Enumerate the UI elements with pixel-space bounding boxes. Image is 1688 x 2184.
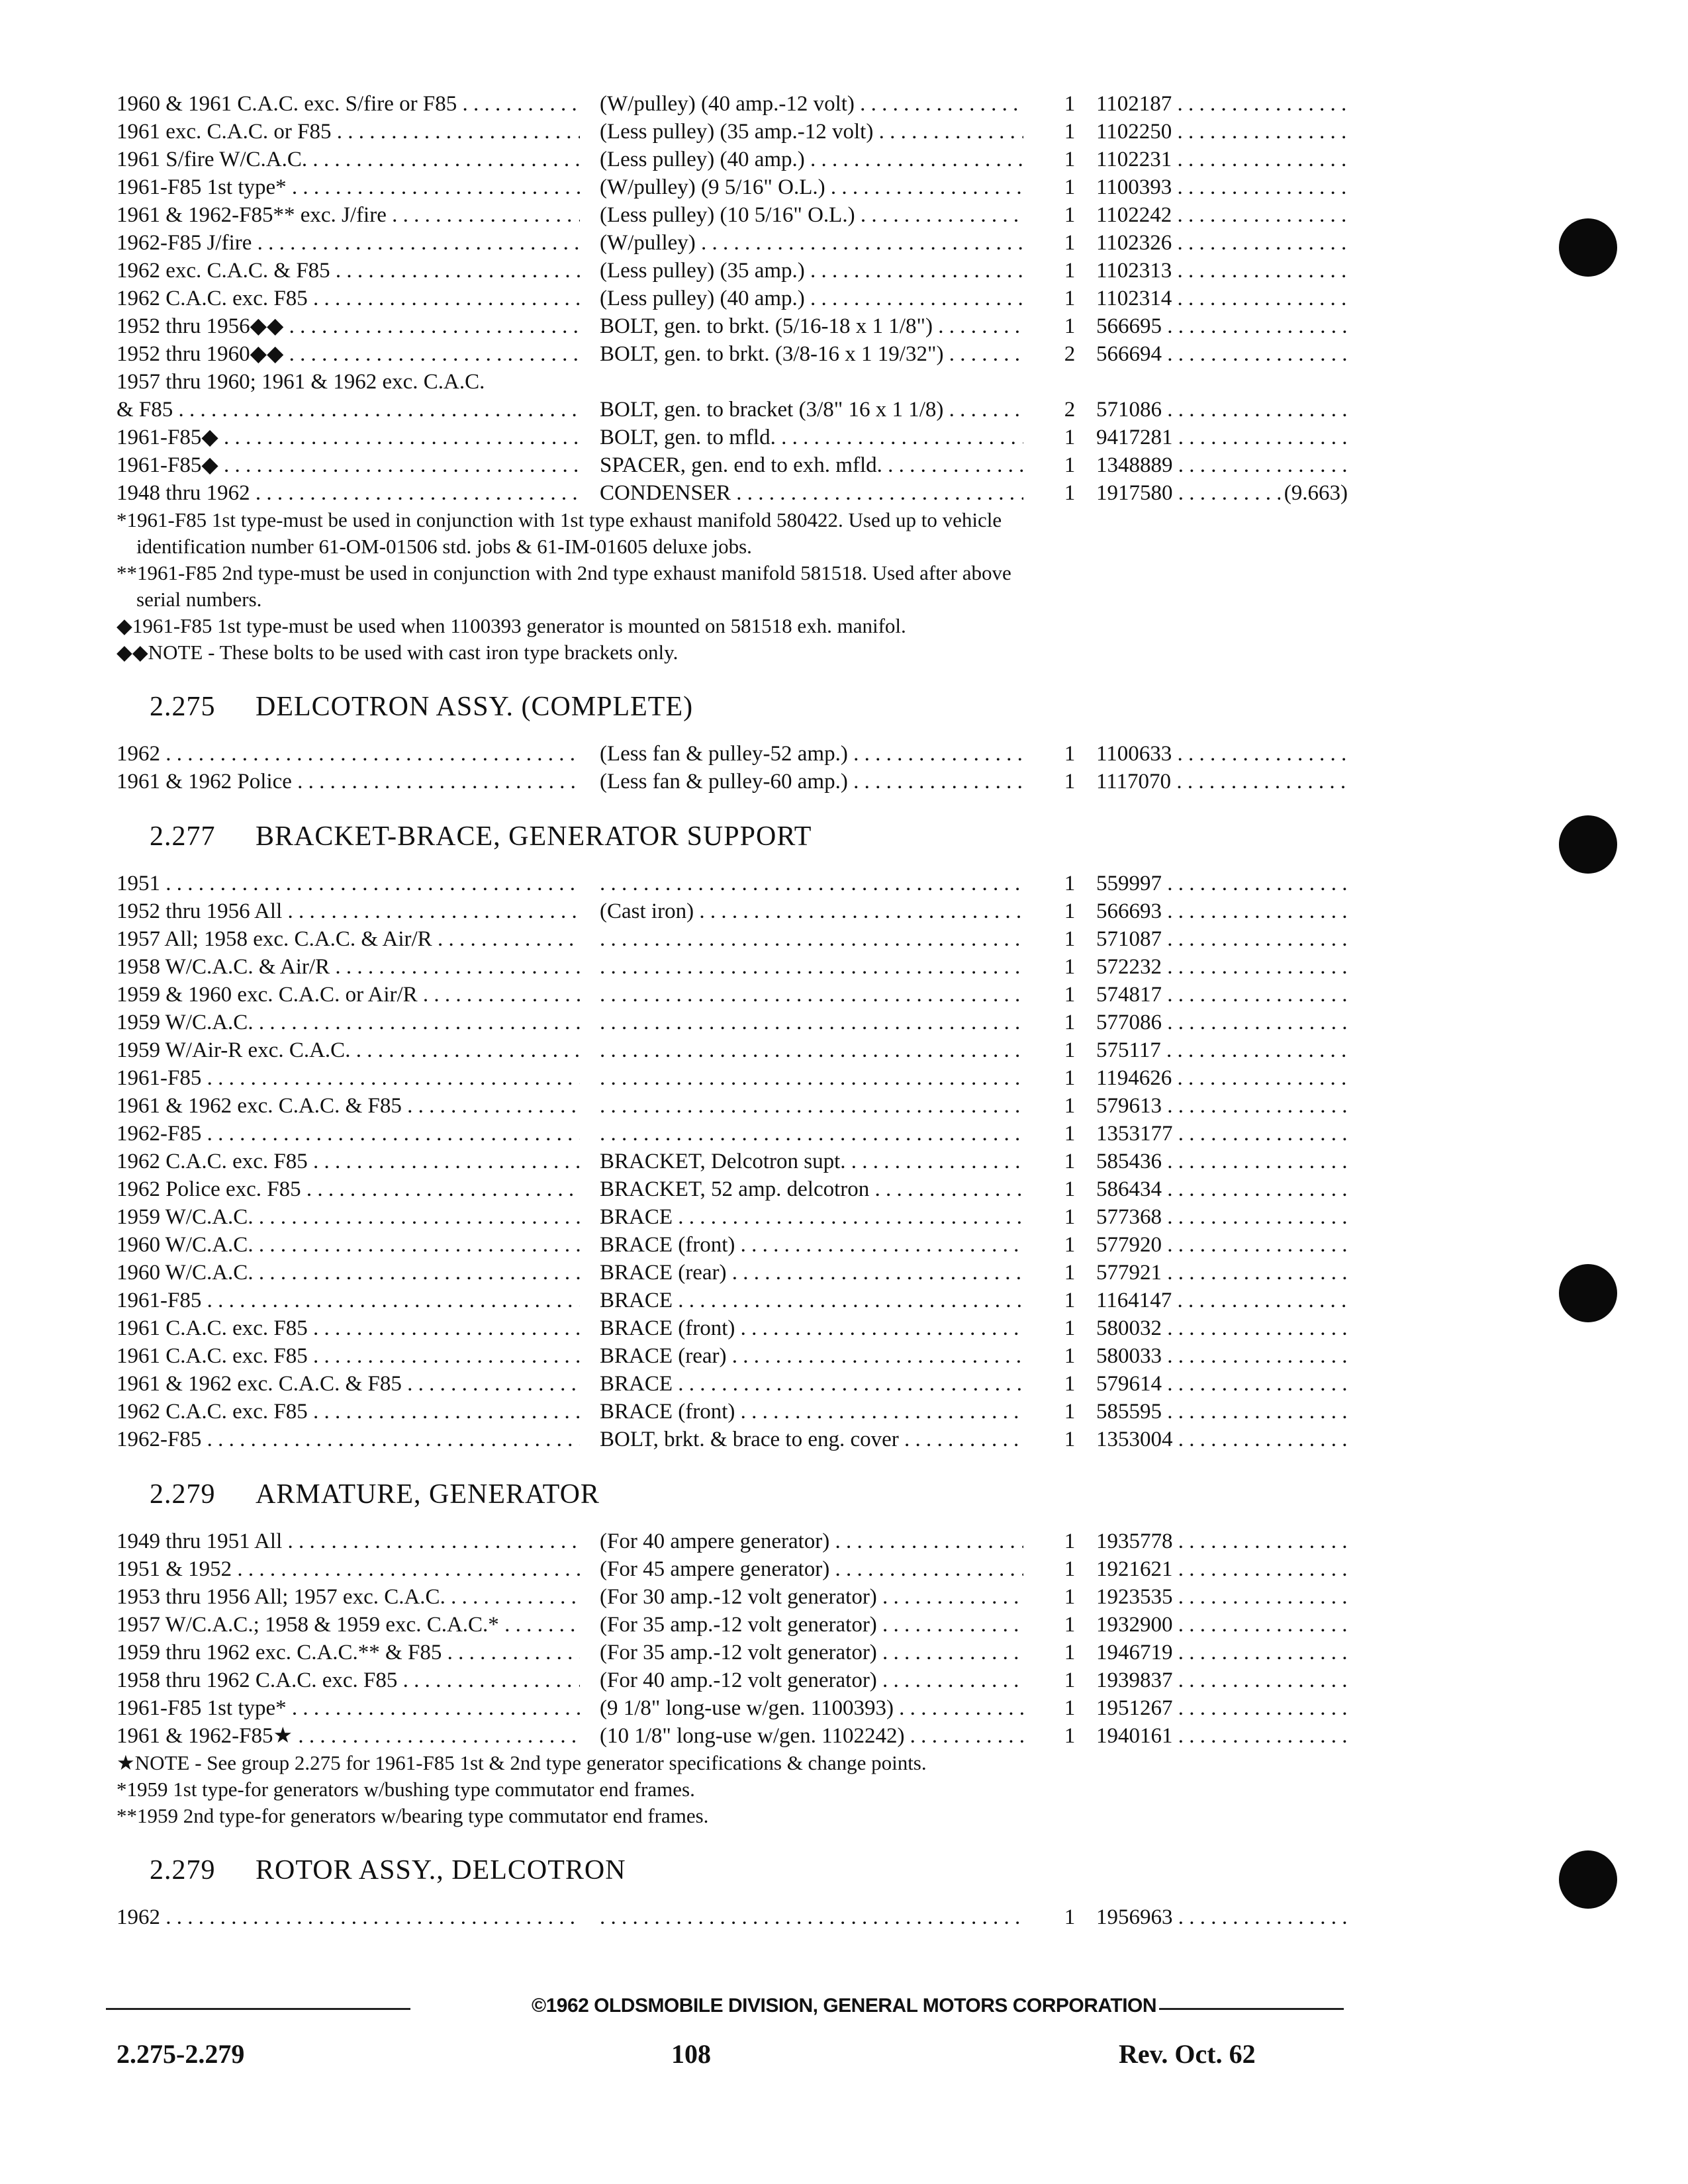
application-cell: 1952 thru 1960◆◆ . . . <box>117 340 580 368</box>
application-cell: 1949 thru 1951 All . . . <box>117 1527 580 1555</box>
quantity-cell: 1 <box>1064 175 1076 199</box>
section-number: 2.279 <box>150 1855 216 1886</box>
application-cell: 1959 W/Air-R exc. C.A.C. . . . <box>117 1036 580 1064</box>
quantity-cell: 1 <box>1064 742 1076 766</box>
section-number: 2.279 <box>150 1479 216 1510</box>
part-number-cell: 1100393 . . . <box>1096 173 1348 201</box>
quantity-cell: 1 <box>1064 1177 1076 1201</box>
quantity-cell: 1 <box>1064 1344 1076 1368</box>
part-row <box>117 1555 1348 1583</box>
generator-footnotes <box>117 507 1348 666</box>
section-heading-2277 <box>117 803 1348 870</box>
part-number-cell: 1102326 . . . <box>1096 229 1348 257</box>
part-number-cell: 1956963 . . . <box>1096 1903 1348 1931</box>
section-number: 2.275 <box>150 692 216 722</box>
quantity-cell: 1 <box>1064 1205 1076 1229</box>
copyright-line <box>0 1995 1688 2017</box>
quantity-cell: 1 <box>1064 481 1076 505</box>
part-row <box>117 146 1348 173</box>
description-cell: BRACKET, 52 amp. delcotron . . . <box>600 1175 1023 1203</box>
part-number-cell: 1940161 . . . <box>1096 1722 1348 1750</box>
armature-footnotes <box>117 1750 1348 1829</box>
part-number-cell: 1353004 . . . <box>1096 1426 1348 1453</box>
part-row <box>117 1666 1348 1694</box>
application-cell: 1962 . . . <box>117 740 580 768</box>
application-cell: 1952 thru 1956 All . . . <box>117 897 580 925</box>
quantity-cell: 1 <box>1064 1400 1076 1424</box>
application-cell: 1962 C.A.C. exc. F85 . . . <box>117 285 580 312</box>
part-number-cell: 580032 . . . <box>1096 1314 1348 1342</box>
section-title: BRACKET-BRACE, GENERATOR SUPPORT <box>256 821 812 852</box>
part-number-cell: 574817 . . . <box>1096 981 1348 1009</box>
part-number-cell: 1939837 . . . <box>1096 1666 1348 1694</box>
part-row <box>117 1120 1348 1148</box>
part-row <box>117 201 1348 229</box>
application-cell: 1948 thru 1962 . . . <box>117 479 580 507</box>
description-cell <box>600 1092 1023 1120</box>
description-cell: BRACE . . . <box>600 1287 1023 1314</box>
footnote: serial numbers. <box>136 588 262 611</box>
application-text: 1957 thru 1960; 1961 & 1962 exc. C.A.C. <box>117 370 485 394</box>
description-cell: BRACE (front) . . . <box>600 1231 1023 1259</box>
application-cell: 1957 W/C.A.C.; 1958 & 1959 exc. C.A.C.* . . . <box>117 1611 580 1639</box>
application-cell: 1962 C.A.C. exc. F85 . . . <box>117 1148 580 1175</box>
part-row <box>117 1259 1348 1287</box>
quantity-cell: 2 <box>1064 398 1076 422</box>
group-range: 2.275-2.279 <box>117 2039 245 2069</box>
quantity-cell: 1 <box>1064 1724 1076 1748</box>
quantity-cell: 1 <box>1064 899 1076 923</box>
description-cell <box>600 981 1023 1009</box>
application-cell: 1952 thru 1956◆◆ . . . <box>117 312 580 340</box>
application-cell: 1961 & 1962-F85** exc. J/fire . . . <box>117 201 580 229</box>
part-number-cell: 566693 . . . <box>1096 897 1348 925</box>
part-row <box>117 1370 1348 1398</box>
part-row <box>117 312 1348 340</box>
description-cell: (Less pulley) (35 amp.) . . . <box>600 257 1023 285</box>
part-row <box>117 1583 1348 1611</box>
application-cell: 1962 Police exc. F85 . . . <box>117 1175 580 1203</box>
description-cell: (W/pulley) . . . <box>600 229 1023 257</box>
quantity-cell: 1 <box>1064 955 1076 979</box>
part-row <box>117 1148 1348 1175</box>
application-cell: 1961-F85 1st type* . . . <box>117 173 580 201</box>
section-title: ROTOR ASSY., DELCOTRON <box>256 1855 626 1886</box>
part-row <box>117 1203 1348 1231</box>
description-cell: (W/pulley) (40 amp.-12 volt) . . . <box>600 90 1023 118</box>
part-row <box>117 396 1348 424</box>
binder-hole-2 <box>1559 815 1617 874</box>
description-cell: (For 35 amp.-12 volt generator) . . . . . . <box>600 1611 1023 1639</box>
page-number: 108 <box>671 2039 711 2069</box>
part-number-cell: 577086 . . . <box>1096 1009 1348 1036</box>
application-cell: 1957 All; 1958 exc. C.A.C. & Air/R . . . <box>117 925 580 953</box>
part-row <box>117 1722 1348 1750</box>
quantity-cell: 1 <box>1064 1668 1076 1692</box>
part-row <box>117 1092 1348 1120</box>
part-row <box>117 1398 1348 1426</box>
description-cell: BOLT, brkt. & brace to eng. cover . . . . . <box>600 1426 1023 1453</box>
application-cell: 1961 exc. C.A.C. or F85 . . . <box>117 118 580 146</box>
reference-cell: (9.663) <box>1280 479 1348 507</box>
part-row <box>117 173 1348 201</box>
part-number-cell: 585436 . . . <box>1096 1148 1348 1175</box>
quantity-cell: 1 <box>1064 927 1076 951</box>
description-cell: (W/pulley) (9 5/16" O.L.) . . . <box>600 173 1023 201</box>
quantity-cell: 1 <box>1064 1122 1076 1146</box>
part-number-cell: 1164147 . . . <box>1096 1287 1348 1314</box>
part-row <box>117 451 1348 479</box>
part-row <box>117 1287 1348 1314</box>
quantity-cell: 1 <box>1064 1094 1076 1118</box>
part-number-cell: 566695 . . . <box>1096 312 1348 340</box>
description-cell <box>600 870 1023 897</box>
quantity-cell: 1 <box>1064 1261 1076 1285</box>
section-heading-2279-armature <box>117 1461 1348 1527</box>
part-number-cell: 577920 . . . <box>1096 1231 1348 1259</box>
binder-hole-1 <box>1559 218 1617 277</box>
section-2275-rows <box>117 740 1348 796</box>
part-number-cell: 571086 . . . <box>1096 396 1348 424</box>
part-row <box>117 424 1348 451</box>
description-cell: (For 40 ampere generator) . . . <box>600 1527 1023 1555</box>
application-cell: 1962 C.A.C. exc. F85 . . . <box>117 1398 580 1426</box>
part-number-cell: 1932900 . . . <box>1096 1611 1348 1639</box>
part-row <box>117 768 1348 796</box>
application-cell: 1961-F85 1st type* . . . <box>117 1694 580 1722</box>
quantity-cell: 1 <box>1064 259 1076 283</box>
application-cell: 1951 & 1952 . . . <box>117 1555 580 1583</box>
footnote: *1961-F85 1st type-must be used in conjunction with 1st type exhaust manifold 580422. Used up to vehicle <box>117 508 1002 531</box>
section-2277-rows <box>117 870 1348 1453</box>
part-number-cell: 1194626 . . . <box>1096 1064 1348 1092</box>
quantity-cell: 1 <box>1064 231 1076 255</box>
description-cell: BOLT, gen. to brkt. (3/8-16 x 1 19/32") . . . <box>600 340 1023 368</box>
quantity-cell: 1 <box>1064 1557 1076 1581</box>
part-number-cell: 1102250 . . . <box>1096 118 1348 146</box>
quantity-cell: 1 <box>1064 148 1076 171</box>
application-cell: 1961 C.A.C. exc. F85 . . . <box>117 1342 580 1370</box>
section-number: 2.277 <box>150 821 216 852</box>
part-row <box>117 90 1348 118</box>
part-row <box>117 229 1348 257</box>
description-cell <box>600 1903 1023 1931</box>
section-title: ARMATURE, GENERATOR <box>256 1479 600 1510</box>
part-number-cell: 575117 . . . <box>1096 1036 1348 1064</box>
section-2279-rotor-rows <box>117 1903 1348 1931</box>
description-cell: BOLT, gen. to mfld. . . . <box>600 424 1023 451</box>
part-row <box>117 257 1348 285</box>
application-cell: 1960 & 1961 C.A.C. exc. S/fire or F85 . . . . <box>117 90 580 118</box>
part-row <box>117 981 1348 1009</box>
quantity-cell: 1 <box>1064 1905 1076 1929</box>
part-row <box>117 1611 1348 1639</box>
quantity-cell: 1 <box>1064 1233 1076 1257</box>
application-cell: 1961 & 1962 exc. C.A.C. & F85 . . . <box>117 1370 580 1398</box>
quantity-cell: 1 <box>1064 1316 1076 1340</box>
description-cell: BRACKET, Delcotron supt. . . . <box>600 1148 1023 1175</box>
application-cell: 1959 & 1960 exc. C.A.C. or Air/R . . . <box>117 981 580 1009</box>
part-row <box>117 1175 1348 1203</box>
quantity-cell: 1 <box>1064 1585 1076 1609</box>
part-number-cell: 1935778 . . . <box>1096 1527 1348 1555</box>
section-title: DELCOTRON ASSY. (COMPLETE) <box>256 692 694 722</box>
part-row <box>117 953 1348 981</box>
quantity-cell: 1 <box>1064 120 1076 144</box>
description-cell <box>600 925 1023 953</box>
quantity-cell: 1 <box>1064 1529 1076 1553</box>
application-cell: 1961 C.A.C. exc. F85 . . . <box>117 1314 580 1342</box>
part-row <box>117 1036 1348 1064</box>
footnote: ★NOTE - See group 2.275 for 1961-F85 1st & 2nd type generator specifications & change points. <box>117 1751 927 1774</box>
copyright-text: ©1962 OLDSMOBILE DIVISION, GENERAL MOTORS CORPORATION <box>529 1995 1159 2017</box>
application-cell: 1961 & 1962 exc. C.A.C. & F85 . . . <box>117 1092 580 1120</box>
quantity-cell: 2 <box>1064 342 1076 366</box>
part-row <box>117 1009 1348 1036</box>
quantity-cell: 1 <box>1064 1696 1076 1720</box>
application-cell: 1962-F85 . . . <box>117 1120 580 1148</box>
quantity-cell: 1 <box>1064 1372 1076 1396</box>
part-number-cell: 1946719 . . . <box>1096 1639 1348 1666</box>
description-cell: (Less fan & pulley-52 amp.) . . . <box>600 740 1023 768</box>
quantity-cell: 1 <box>1064 92 1076 116</box>
quantity-cell: 1 <box>1064 453 1076 477</box>
part-row <box>117 1314 1348 1342</box>
quantity-cell: 1 <box>1064 1289 1076 1312</box>
application-cell: 1960 W/C.A.C. . . . <box>117 1259 580 1287</box>
part-number-cell: 1102231 . . . <box>1096 146 1348 173</box>
revision-date: Rev. Oct. 62 <box>1119 2039 1256 2069</box>
part-row <box>117 870 1348 897</box>
description-cell: BRACE . . . <box>600 1370 1023 1398</box>
application-cell: 1961-F85◆ . . . <box>117 451 580 479</box>
application-cell: 1961-F85 . . . <box>117 1287 580 1314</box>
application-cell: 1958 thru 1962 C.A.C. exc. F85 . . . <box>117 1666 580 1694</box>
description-cell: SPACER, gen. end to exh. mfld. . . . . . . <box>600 451 1023 479</box>
description-cell <box>600 1009 1023 1036</box>
quantity-cell: 1 <box>1064 1038 1076 1062</box>
generator-rows <box>117 90 1348 368</box>
part-number-cell: 559997 . . . <box>1096 870 1348 897</box>
description-cell: BRACE (rear) . . . <box>600 1342 1023 1370</box>
application-cell: 1962-F85 J/fire . . . <box>117 229 580 257</box>
application-cell: 1961-F85◆ . . . <box>117 424 580 451</box>
description-cell <box>600 1120 1023 1148</box>
part-number-cell: 1117070 . . . <box>1096 768 1348 796</box>
part-row <box>117 925 1348 953</box>
description-cell: BOLT, gen. to brkt. (5/16-18 x 1 1/8") . . . <box>600 312 1023 340</box>
quantity-cell: 1 <box>1064 1641 1076 1664</box>
footnote: ◆◆NOTE - These bolts to be used with cast iron type brackets only. <box>117 641 679 664</box>
part-row <box>117 740 1348 768</box>
part-number-cell: 579613 . . . <box>1096 1092 1348 1120</box>
footnote: **1959 2nd type-for generators w/bearing type commutator end frames. <box>117 1804 709 1827</box>
part-row <box>117 479 1348 507</box>
application-cell: 1961 & 1962-F85★ . . . <box>117 1722 580 1750</box>
quantity-cell: 1 <box>1064 426 1076 449</box>
quantity-cell: 1 <box>1064 1011 1076 1034</box>
description-cell: (Less pulley) (40 amp.) . . . <box>600 285 1023 312</box>
application-cell: 1951 . . . <box>117 870 580 897</box>
parts-listing <box>117 90 1348 1931</box>
description-cell: BRACE (front) . . . <box>600 1398 1023 1426</box>
application-cell: 1959 W/C.A.C. . . . <box>117 1009 580 1036</box>
description-cell: (For 35 amp.-12 volt generator) . . . . . . <box>600 1639 1023 1666</box>
part-row <box>117 1903 1348 1931</box>
part-number-cell: 1923535 . . . <box>1096 1583 1348 1611</box>
application-cell: 1962 . . . <box>117 1903 580 1931</box>
description-cell: BOLT, gen. to bracket (3/8" 16 x 1 1/8) . . . <box>600 396 1023 424</box>
part-number-cell: 1102313 . . . <box>1096 257 1348 285</box>
description-cell: (9 1/8" long-use w/gen. 1100393) . . . . . <box>600 1694 1023 1722</box>
part-number-cell: 1921621 . . . <box>1096 1555 1348 1583</box>
part-row <box>117 897 1348 925</box>
part-number-cell: 1102242 . . . <box>1096 201 1348 229</box>
part-number-cell: 577921 . . . <box>1096 1259 1348 1287</box>
part-row <box>117 340 1348 368</box>
generator-rows-continued <box>117 396 1348 507</box>
footnote: **1961-F85 2nd type-must be used in conjunction with 2nd type exhaust manifold 581518. Used after above <box>117 561 1011 584</box>
description-cell: BRACE (front) . . . <box>600 1314 1023 1342</box>
description-cell: (Less fan & pulley-60 amp.) . . . <box>600 768 1023 796</box>
part-number-cell: 566694 . . . <box>1096 340 1348 368</box>
footnote: *1959 1st type-for generators w/bushing type commutator end frames. <box>117 1778 695 1801</box>
quantity-cell: 1 <box>1064 1066 1076 1090</box>
application-cell: 1961 S/fire W/C.A.C. . . . <box>117 146 580 173</box>
application-cell: 1958 W/C.A.C. & Air/R . . . <box>117 953 580 981</box>
part-number-cell: 1353177 . . . <box>1096 1120 1348 1148</box>
application-cell: & F85 . . . <box>117 396 580 424</box>
application-cell: 1961-F85 . . . <box>117 1064 580 1092</box>
quantity-cell: 1 <box>1064 1613 1076 1637</box>
quantity-cell: 1 <box>1064 1428 1076 1451</box>
application-cell: 1960 W/C.A.C. . . . <box>117 1231 580 1259</box>
application-cell: 1959 thru 1962 exc. C.A.C.** & F85 . . . . . . <box>117 1639 580 1666</box>
part-number-cell: 9417281 . . . <box>1096 424 1348 451</box>
quantity-cell: 1 <box>1064 983 1076 1007</box>
footnote: ◆1961-F85 1st type-must be used when 1100393 generator is mounted on 581518 exh. manifol. <box>117 614 906 637</box>
part-number-cell: 577368 . . . <box>1096 1203 1348 1231</box>
part-row <box>117 1426 1348 1453</box>
description-cell: (Less pulley) (10 5/16" O.L.) . . . <box>600 201 1023 229</box>
description-cell: (For 45 ampere generator) . . . <box>600 1555 1023 1583</box>
section-heading-2275 <box>117 674 1348 740</box>
description-cell: BRACE . . . <box>600 1203 1023 1231</box>
quantity-cell: 1 <box>1064 203 1076 227</box>
description-cell <box>600 1064 1023 1092</box>
part-number-cell: 1102187 . . . <box>1096 90 1348 118</box>
part-number-cell: 580033 . . . <box>1096 1342 1348 1370</box>
description-cell <box>600 1036 1023 1064</box>
part-number-cell: 1951267 . . . <box>1096 1694 1348 1722</box>
quantity-cell: 1 <box>1064 287 1076 310</box>
wrapped-application-line <box>117 368 1348 396</box>
part-row <box>117 1694 1348 1722</box>
description-cell: (10 1/8" long-use w/gen. 1102242) . . . . . <box>600 1722 1023 1750</box>
application-cell: 1961 & 1962 Police . . . <box>117 768 580 796</box>
part-number-cell: 579614 . . . <box>1096 1370 1348 1398</box>
footnote: identification number 61-OM-01506 std. jobs & 61-IM-01605 deluxe jobs. <box>136 535 752 558</box>
quantity-cell: 1 <box>1064 314 1076 338</box>
application-cell: 1959 W/C.A.C. . . . <box>117 1203 580 1231</box>
section-2279-armature-rows <box>117 1527 1348 1750</box>
part-row <box>117 1342 1348 1370</box>
binder-hole-4 <box>1559 1850 1617 1909</box>
part-number-cell: 572232 . . . <box>1096 953 1348 981</box>
description-cell: (Cast iron) . . . <box>600 897 1023 925</box>
part-row <box>117 1527 1348 1555</box>
part-number-cell: 1348889 . . . <box>1096 451 1348 479</box>
part-number-cell: 585595 . . . <box>1096 1398 1348 1426</box>
part-number-cell: 586434 . . . <box>1096 1175 1348 1203</box>
description-cell <box>600 953 1023 981</box>
part-row <box>117 1064 1348 1092</box>
part-row <box>117 1639 1348 1666</box>
description-cell: (Less pulley) (35 amp.-12 volt) . . . <box>600 118 1023 146</box>
application-cell: 1962 exc. C.A.C. & F85 . . . <box>117 257 580 285</box>
section-heading-2279-rotor <box>117 1837 1348 1903</box>
quantity-cell: 1 <box>1064 872 1076 895</box>
part-number-cell: 1100633 . . . <box>1096 740 1348 768</box>
application-cell: 1953 thru 1956 All; 1957 exc. C.A.C. . . . . . <box>117 1583 580 1611</box>
description-cell: BRACE (rear) . . . <box>600 1259 1023 1287</box>
quantity-cell: 1 <box>1064 770 1076 794</box>
quantity-cell: 1 <box>1064 1150 1076 1173</box>
part-row <box>117 1231 1348 1259</box>
application-cell: 1962-F85 . . . <box>117 1426 580 1453</box>
part-number-cell: 1102314 . . . <box>1096 285 1348 312</box>
description-cell: CONDENSER . . . <box>600 479 1023 507</box>
part-number-cell: 571087 . . . <box>1096 925 1348 953</box>
part-row <box>117 285 1348 312</box>
description-cell: (Less pulley) (40 amp.) . . . <box>600 146 1023 173</box>
description-cell: (For 40 amp.-12 volt generator) . . . . . . <box>600 1666 1023 1694</box>
part-number-cell: 1917580 . . . <box>1096 479 1348 507</box>
description-cell: (For 30 amp.-12 volt generator) . . . . . . <box>600 1583 1023 1611</box>
binder-hole-3 <box>1559 1264 1617 1322</box>
part-row <box>117 118 1348 146</box>
